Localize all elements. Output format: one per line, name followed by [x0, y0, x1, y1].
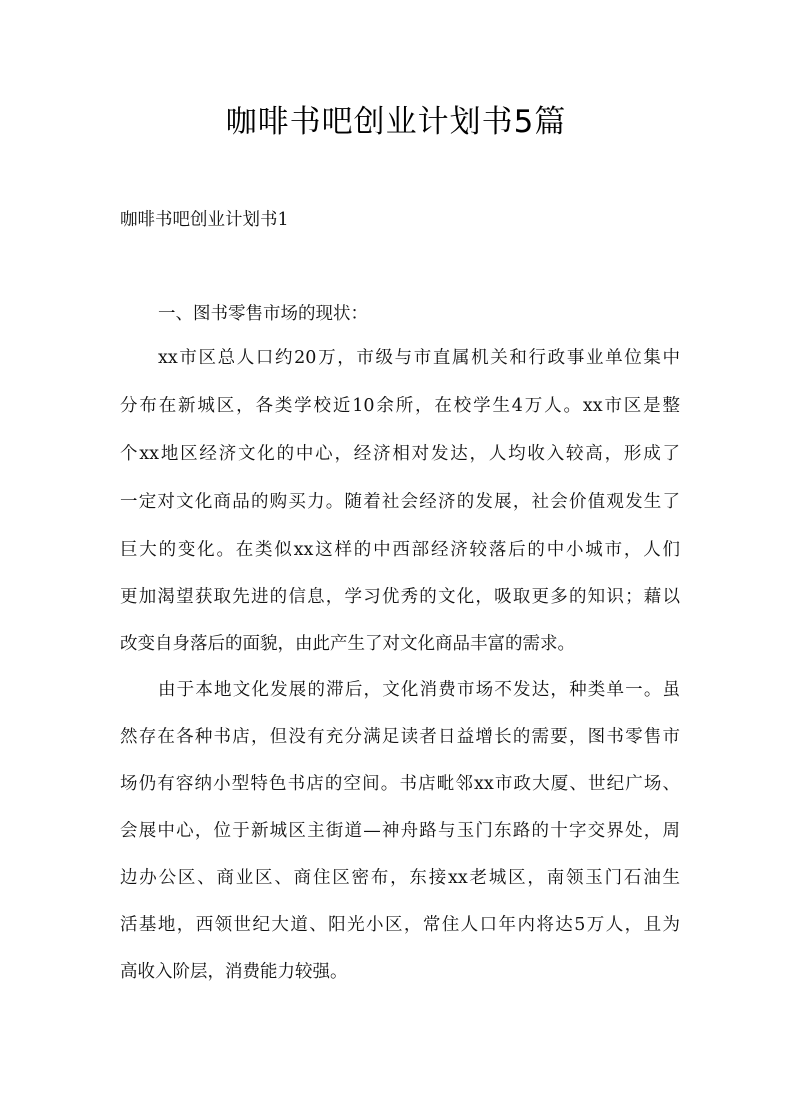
paragraph-line: 改变自身落后的面貌，由此产生了对文化商品丰富的需求。	[120, 634, 575, 654]
paragraph-line: 然存在各种书店，但没有充分满足读者日益增长的需要，图书零售市	[120, 727, 680, 747]
paragraph-line: xx市区总人口约20万，市级与市直属机关和行政事业单位集中	[158, 348, 680, 368]
paragraph-line: 会展中心，位于新城区主街道—神舟路与玉门东路的十字交界处，周	[120, 821, 680, 841]
paragraph-line: 分布在新城区，各类学校近10余所，在校学生4万人。xx市区是整	[120, 396, 680, 416]
paragraph-line: 高收入阶层，消费能力较强。	[120, 962, 348, 982]
paragraph-line: 一定对文化商品的购买力。随着社会经济的发展，社会价值观发生了	[120, 492, 680, 512]
section-subtitle: 咖啡书吧创业计划书1	[120, 210, 289, 230]
paragraph-line: 巨大的变化。在类似xx这样的中西部经济较落后的中小城市，人们	[120, 540, 680, 560]
document-title: 咖啡书吧创业计划书5篇	[225, 104, 567, 140]
paragraph-line: 更加渴望获取先进的信息，学习优秀的文化，吸取更多的知识；藉以	[120, 587, 680, 607]
paragraph-line: 边办公区、商业区、商住区密布，东接xx老城区，南领玉门石油生	[120, 868, 680, 888]
section-heading: 一、图书零售市场的现状：	[158, 304, 368, 324]
paragraph-line: 场仍有容纳小型特色书店的空间。书店毗邻xx市政大厦、世纪广场、	[120, 774, 680, 794]
paragraph-line: 活基地，西领世纪大道、阳光小区，常住人口年内将达5万人，且为	[120, 915, 680, 935]
paragraph-line: 个xx地区经济文化的中心，经济相对发达，人均收入较高，形成了	[120, 444, 680, 464]
paragraph-line: 由于本地文化发展的滞后，文化消费市场不发达，种类单一。虽	[158, 680, 680, 700]
